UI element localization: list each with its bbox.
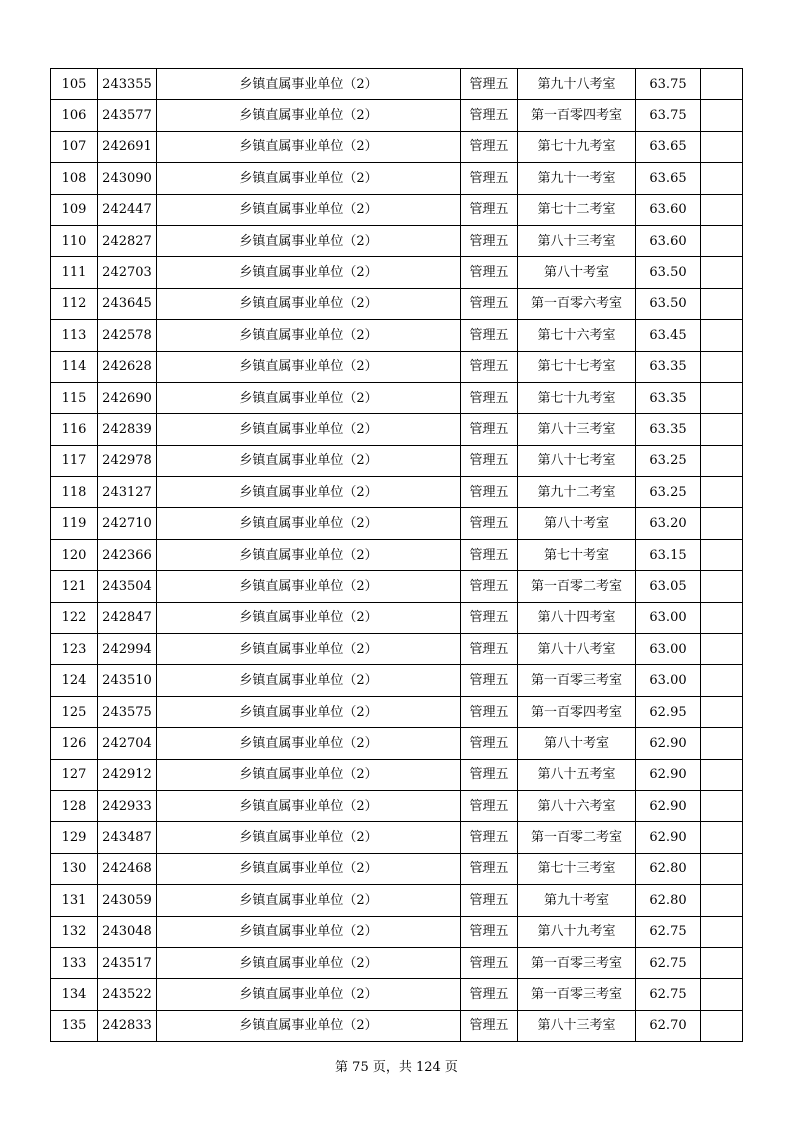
seq-cell: 134 [51, 979, 98, 1010]
unit-cell: 乡镇直属事业单位（2） [157, 728, 461, 759]
seq-cell: 119 [51, 508, 98, 539]
unit-cell: 乡镇直属事业单位（2） [157, 131, 461, 162]
table-row [51, 131, 743, 162]
table-row [51, 257, 743, 288]
page-footer: 第 75 页，共 124 页 [335, 1060, 458, 1075]
position-cell: 管理五 [461, 257, 518, 288]
exam-room-cell: 第八十考室 [518, 728, 636, 759]
remark-cell [701, 163, 743, 194]
exam-room-cell: 第一百零二考室 [518, 822, 636, 853]
unit-cell: 乡镇直属事业单位（2） [157, 445, 461, 476]
position-cell: 管理五 [461, 163, 518, 194]
seq-cell: 108 [51, 163, 98, 194]
remark-cell [701, 665, 743, 696]
score-cell: 63.05 [636, 571, 701, 602]
exam-number-cell: 242978 [98, 445, 157, 476]
seq-cell: 113 [51, 320, 98, 351]
table-row [51, 634, 743, 665]
seq-cell: 122 [51, 602, 98, 633]
remark-cell [701, 288, 743, 319]
exam-number-cell: 242691 [98, 131, 157, 162]
unit-cell: 乡镇直属事业单位（2） [157, 853, 461, 884]
exam-number-cell: 242366 [98, 539, 157, 570]
table-row [51, 445, 743, 476]
score-cell: 62.95 [636, 696, 701, 727]
unit-cell: 乡镇直属事业单位（2） [157, 979, 461, 1010]
unit-cell: 乡镇直属事业单位（2） [157, 382, 461, 413]
exam-number-cell: 242628 [98, 351, 157, 382]
unit-cell: 乡镇直属事业单位（2） [157, 163, 461, 194]
seq-cell: 114 [51, 351, 98, 382]
seq-cell: 111 [51, 257, 98, 288]
table-row [51, 728, 743, 759]
exam-room-cell: 第八十九考室 [518, 916, 636, 947]
exam-number-cell: 242468 [98, 853, 157, 884]
exam-number-cell: 242933 [98, 790, 157, 821]
score-cell: 63.35 [636, 382, 701, 413]
score-cell: 63.75 [636, 100, 701, 131]
unit-cell: 乡镇直属事业单位（2） [157, 225, 461, 256]
exam-room-cell: 第九十考室 [518, 885, 636, 916]
score-cell: 62.90 [636, 728, 701, 759]
remark-cell [701, 634, 743, 665]
position-cell: 管理五 [461, 853, 518, 884]
unit-cell: 乡镇直属事业单位（2） [157, 257, 461, 288]
exam-number-cell: 242703 [98, 257, 157, 288]
seq-cell: 106 [51, 100, 98, 131]
remark-cell [701, 979, 743, 1010]
table-row [51, 382, 743, 413]
exam-room-cell: 第八十三考室 [518, 1010, 636, 1041]
exam-room-cell: 第八十四考室 [518, 602, 636, 633]
unit-cell: 乡镇直属事业单位（2） [157, 602, 461, 633]
seq-cell: 125 [51, 696, 98, 727]
score-cell: 63.00 [636, 602, 701, 633]
remark-cell [701, 131, 743, 162]
exam-number-cell: 242994 [98, 634, 157, 665]
table-row [51, 351, 743, 382]
table-row [51, 194, 743, 225]
exam-number-cell: 243510 [98, 665, 157, 696]
position-cell: 管理五 [461, 414, 518, 445]
position-cell: 管理五 [461, 947, 518, 978]
exam-room-cell: 第一百零三考室 [518, 979, 636, 1010]
remark-cell [701, 853, 743, 884]
seq-cell: 116 [51, 414, 98, 445]
exam-number-cell: 243522 [98, 979, 157, 1010]
seq-cell: 131 [51, 885, 98, 916]
remark-cell [701, 728, 743, 759]
position-cell: 管理五 [461, 320, 518, 351]
exam-number-cell: 243048 [98, 916, 157, 947]
unit-cell: 乡镇直属事业单位（2） [157, 822, 461, 853]
position-cell: 管理五 [461, 131, 518, 162]
exam-room-cell: 第七十考室 [518, 539, 636, 570]
remark-cell [701, 100, 743, 131]
seq-cell: 132 [51, 916, 98, 947]
score-table [50, 68, 743, 1042]
table-row [51, 320, 743, 351]
position-cell: 管理五 [461, 665, 518, 696]
score-cell: 62.75 [636, 979, 701, 1010]
score-cell: 63.25 [636, 445, 701, 476]
exam-number-cell: 242833 [98, 1010, 157, 1041]
exam-room-cell: 第一百零四考室 [518, 100, 636, 131]
unit-cell: 乡镇直属事业单位（2） [157, 947, 461, 978]
position-cell: 管理五 [461, 445, 518, 476]
table-row [51, 163, 743, 194]
remark-cell [701, 759, 743, 790]
remark-cell [701, 414, 743, 445]
exam-number-cell: 243645 [98, 288, 157, 319]
table-row [51, 947, 743, 978]
remark-cell [701, 225, 743, 256]
unit-cell: 乡镇直属事业单位（2） [157, 539, 461, 570]
exam-room-cell: 第八十八考室 [518, 634, 636, 665]
exam-room-cell: 第一百零三考室 [518, 665, 636, 696]
position-cell: 管理五 [461, 194, 518, 225]
position-cell: 管理五 [461, 885, 518, 916]
score-cell: 63.65 [636, 163, 701, 194]
seq-cell: 105 [51, 69, 98, 100]
remark-cell [701, 477, 743, 508]
table-row [51, 696, 743, 727]
exam-number-cell: 242447 [98, 194, 157, 225]
exam-number-cell: 243577 [98, 100, 157, 131]
unit-cell: 乡镇直属事业单位（2） [157, 634, 461, 665]
position-cell: 管理五 [461, 539, 518, 570]
unit-cell: 乡镇直属事业单位（2） [157, 1010, 461, 1041]
position-cell: 管理五 [461, 790, 518, 821]
table-row [51, 225, 743, 256]
unit-cell: 乡镇直属事业单位（2） [157, 916, 461, 947]
exam-number-cell: 243575 [98, 696, 157, 727]
position-cell: 管理五 [461, 69, 518, 100]
position-cell: 管理五 [461, 916, 518, 947]
unit-cell: 乡镇直属事业单位（2） [157, 69, 461, 100]
exam-room-cell: 第九十八考室 [518, 69, 636, 100]
score-cell: 62.90 [636, 790, 701, 821]
unit-cell: 乡镇直属事业单位（2） [157, 571, 461, 602]
score-cell: 63.50 [636, 288, 701, 319]
exam-room-cell: 第八十考室 [518, 257, 636, 288]
exam-room-cell: 第九十一考室 [518, 163, 636, 194]
exam-room-cell: 第七十九考室 [518, 131, 636, 162]
unit-cell: 乡镇直属事业单位（2） [157, 790, 461, 821]
seq-cell: 109 [51, 194, 98, 225]
position-cell: 管理五 [461, 288, 518, 319]
exam-number-cell: 242690 [98, 382, 157, 413]
unit-cell: 乡镇直属事业单位（2） [157, 320, 461, 351]
exam-room-cell: 第一百零六考室 [518, 288, 636, 319]
score-cell: 63.35 [636, 351, 701, 382]
position-cell: 管理五 [461, 602, 518, 633]
table-row [51, 414, 743, 445]
score-cell: 63.25 [636, 477, 701, 508]
exam-room-cell: 第一百零二考室 [518, 571, 636, 602]
remark-cell [701, 445, 743, 476]
score-cell: 63.45 [636, 320, 701, 351]
position-cell: 管理五 [461, 634, 518, 665]
exam-number-cell: 242704 [98, 728, 157, 759]
remark-cell [701, 822, 743, 853]
score-cell: 63.60 [636, 194, 701, 225]
table-row [51, 822, 743, 853]
table-row [51, 790, 743, 821]
unit-cell: 乡镇直属事业单位（2） [157, 665, 461, 696]
score-cell: 62.75 [636, 916, 701, 947]
remark-cell [701, 947, 743, 978]
table-row [51, 539, 743, 570]
unit-cell: 乡镇直属事业单位（2） [157, 414, 461, 445]
unit-cell: 乡镇直属事业单位（2） [157, 696, 461, 727]
table-row [51, 1010, 743, 1041]
position-cell: 管理五 [461, 759, 518, 790]
position-cell: 管理五 [461, 382, 518, 413]
position-cell: 管理五 [461, 225, 518, 256]
position-cell: 管理五 [461, 571, 518, 602]
remark-cell [701, 885, 743, 916]
table-row [51, 979, 743, 1010]
score-cell: 63.00 [636, 634, 701, 665]
seq-cell: 117 [51, 445, 98, 476]
score-cell: 63.00 [636, 665, 701, 696]
position-cell: 管理五 [461, 508, 518, 539]
seq-cell: 121 [51, 571, 98, 602]
remark-cell [701, 257, 743, 288]
seq-cell: 124 [51, 665, 98, 696]
position-cell: 管理五 [461, 351, 518, 382]
seq-cell: 118 [51, 477, 98, 508]
score-cell: 63.60 [636, 225, 701, 256]
seq-cell: 133 [51, 947, 98, 978]
exam-room-cell: 第八十五考室 [518, 759, 636, 790]
exam-room-cell: 第一百零四考室 [518, 696, 636, 727]
score-cell: 63.65 [636, 131, 701, 162]
exam-room-cell: 第七十九考室 [518, 382, 636, 413]
remark-cell [701, 69, 743, 100]
position-cell: 管理五 [461, 100, 518, 131]
remark-cell [701, 571, 743, 602]
score-cell: 62.70 [636, 1010, 701, 1041]
table-row [51, 100, 743, 131]
exam-number-cell: 242839 [98, 414, 157, 445]
position-cell: 管理五 [461, 979, 518, 1010]
exam-room-cell: 第七十三考室 [518, 853, 636, 884]
exam-number-cell: 242710 [98, 508, 157, 539]
table-body [51, 69, 743, 1042]
exam-number-cell: 243487 [98, 822, 157, 853]
seq-cell: 107 [51, 131, 98, 162]
remark-cell [701, 696, 743, 727]
position-cell: 管理五 [461, 822, 518, 853]
exam-number-cell: 243355 [98, 69, 157, 100]
seq-cell: 120 [51, 539, 98, 570]
table-row [51, 571, 743, 602]
table-row [51, 916, 743, 947]
seq-cell: 130 [51, 853, 98, 884]
exam-number-cell: 242847 [98, 602, 157, 633]
unit-cell: 乡镇直属事业单位（2） [157, 351, 461, 382]
unit-cell: 乡镇直属事业单位（2） [157, 885, 461, 916]
exam-room-cell: 第八十六考室 [518, 790, 636, 821]
table-row [51, 508, 743, 539]
score-cell: 63.50 [636, 257, 701, 288]
exam-number-cell: 243090 [98, 163, 157, 194]
score-cell: 63.20 [636, 508, 701, 539]
table-row [51, 665, 743, 696]
exam-number-cell: 242827 [98, 225, 157, 256]
exam-number-cell: 242578 [98, 320, 157, 351]
score-cell: 63.75 [636, 69, 701, 100]
exam-room-cell: 第八十考室 [518, 508, 636, 539]
exam-number-cell: 242912 [98, 759, 157, 790]
exam-room-cell: 第九十二考室 [518, 477, 636, 508]
score-cell: 63.35 [636, 414, 701, 445]
position-cell: 管理五 [461, 477, 518, 508]
remark-cell [701, 1010, 743, 1041]
exam-room-cell: 第八十三考室 [518, 414, 636, 445]
exam-number-cell: 243504 [98, 571, 157, 602]
exam-number-cell: 243059 [98, 885, 157, 916]
remark-cell [701, 194, 743, 225]
score-cell: 62.80 [636, 885, 701, 916]
table-row [51, 288, 743, 319]
seq-cell: 128 [51, 790, 98, 821]
unit-cell: 乡镇直属事业单位（2） [157, 100, 461, 131]
remark-cell [701, 382, 743, 413]
remark-cell [701, 539, 743, 570]
remark-cell [701, 351, 743, 382]
exam-number-cell: 243127 [98, 477, 157, 508]
seq-cell: 127 [51, 759, 98, 790]
position-cell: 管理五 [461, 696, 518, 727]
score-cell: 62.80 [636, 853, 701, 884]
position-cell: 管理五 [461, 1010, 518, 1041]
unit-cell: 乡镇直属事业单位（2） [157, 759, 461, 790]
exam-room-cell: 第七十二考室 [518, 194, 636, 225]
unit-cell: 乡镇直属事业单位（2） [157, 194, 461, 225]
unit-cell: 乡镇直属事业单位（2） [157, 477, 461, 508]
seq-cell: 135 [51, 1010, 98, 1041]
exam-room-cell: 第七十六考室 [518, 320, 636, 351]
score-cell: 62.90 [636, 759, 701, 790]
score-cell: 62.90 [636, 822, 701, 853]
remark-cell [701, 790, 743, 821]
seq-cell: 126 [51, 728, 98, 759]
table-row [51, 477, 743, 508]
seq-cell: 129 [51, 822, 98, 853]
unit-cell: 乡镇直属事业单位（2） [157, 508, 461, 539]
exam-room-cell: 第八十七考室 [518, 445, 636, 476]
seq-cell: 110 [51, 225, 98, 256]
table-row [51, 69, 743, 100]
exam-number-cell: 243517 [98, 947, 157, 978]
unit-cell: 乡镇直属事业单位（2） [157, 288, 461, 319]
remark-cell [701, 602, 743, 633]
position-cell: 管理五 [461, 728, 518, 759]
table-row [51, 853, 743, 884]
table-row [51, 759, 743, 790]
exam-room-cell: 第一百零三考室 [518, 947, 636, 978]
exam-room-cell: 第八十三考室 [518, 225, 636, 256]
seq-cell: 112 [51, 288, 98, 319]
table-row [51, 602, 743, 633]
table-row [51, 885, 743, 916]
score-cell: 63.15 [636, 539, 701, 570]
score-cell: 62.75 [636, 947, 701, 978]
remark-cell [701, 508, 743, 539]
remark-cell [701, 916, 743, 947]
seq-cell: 123 [51, 634, 98, 665]
seq-cell: 115 [51, 382, 98, 413]
exam-room-cell: 第七十七考室 [518, 351, 636, 382]
remark-cell [701, 320, 743, 351]
